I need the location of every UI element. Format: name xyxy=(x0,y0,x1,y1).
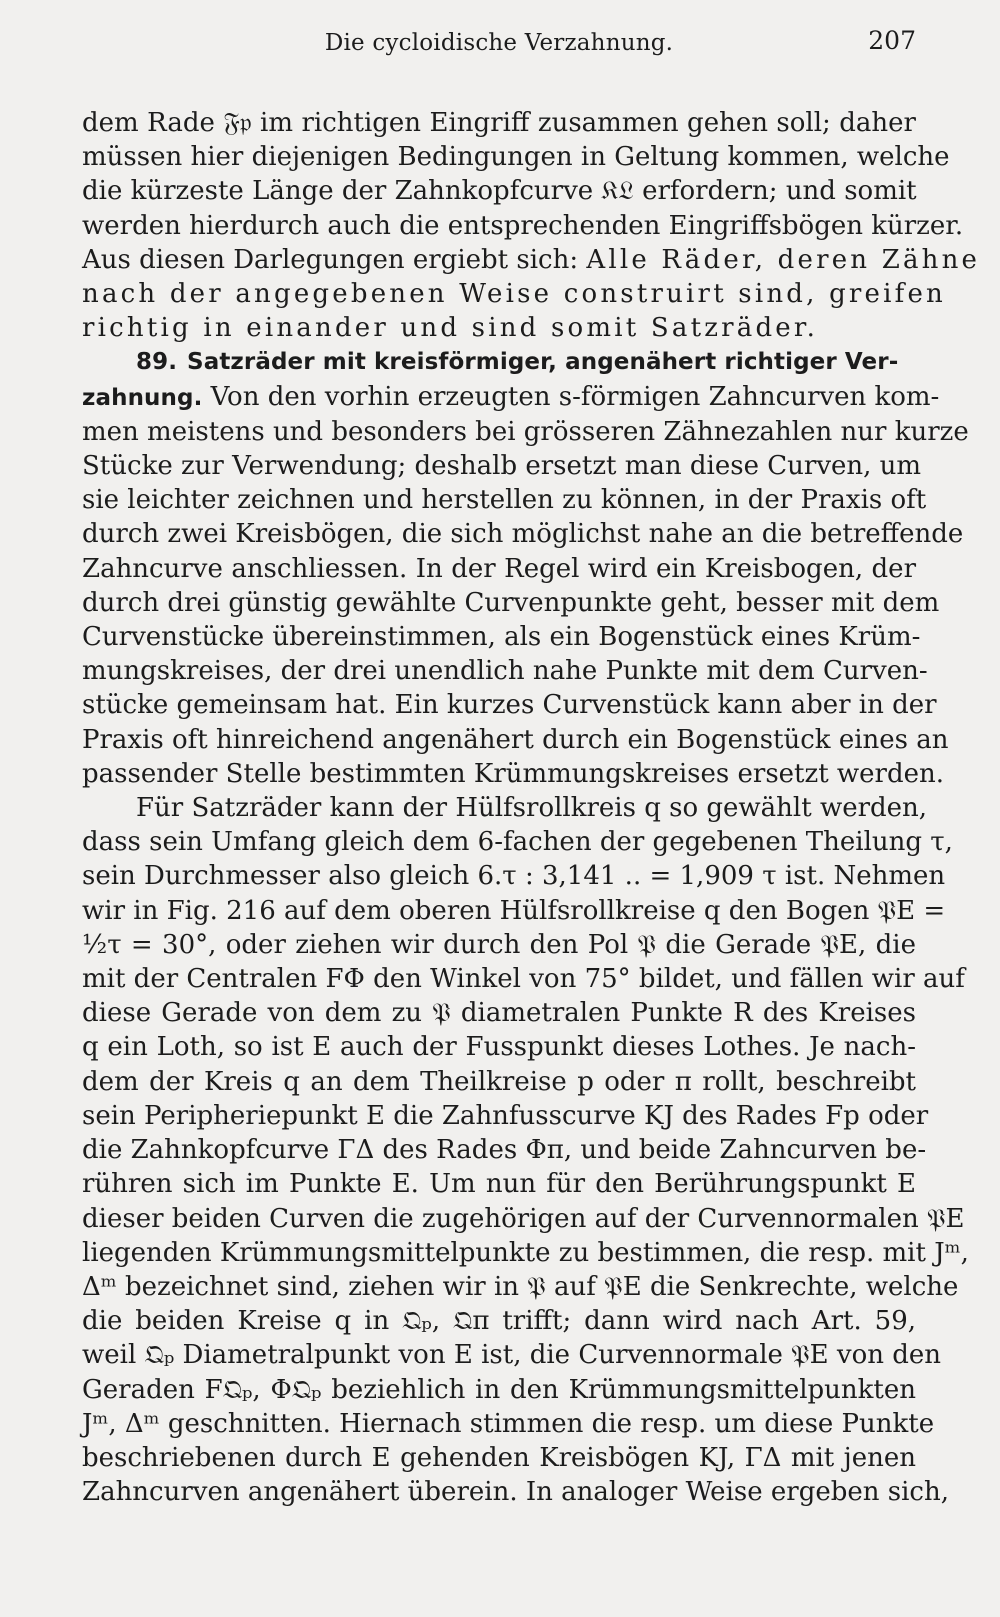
text-line: werden hierdurch auch die entsprechenden Eingriffsbögen kürzer. xyxy=(82,210,964,241)
text-line: sein Peripheriepunkt E die Zahnfusscurve KJ des Rades Fp oder xyxy=(82,1100,929,1131)
text-line: diese Gerade von dem zu 𝔓 diametralen Punkte R des Kreises xyxy=(82,998,916,1029)
text-line: liegenden Krümmungsmittelpunkte zu bestimmen, die resp. mit Jᵐ, xyxy=(82,1237,969,1268)
section-title-end: zahnung. xyxy=(82,384,203,411)
text-line: mit der Centralen FΦ den Winkel von 75° bildet, und fällen wir auf xyxy=(82,964,965,995)
text-line xyxy=(82,380,940,415)
text-line: die beiden Kreise q in 𝔔ₚ, 𝔔π trifft; dann wird nach Art. 59, xyxy=(82,1306,916,1337)
text-line: wir in Fig. 216 auf dem oberen Hülfsrollkreise q den Bogen 𝔓E = xyxy=(82,895,946,926)
text-line: durch zwei Kreisbögen, die sich möglichst nahe an die betreffende xyxy=(82,519,964,550)
text-line: Curvenstücke übereinstimmen, als ein Bogenstück eines Krüm- xyxy=(82,622,921,653)
text-line: sie leichter zeichnen und herstellen zu können, in der Praxis oft xyxy=(82,485,927,516)
text-line: die kürzeste Länge der Zahnkopfcurve 𝔎𝔏 erfordern; und somit xyxy=(82,176,917,207)
text-line: dass sein Umfang gleich dem 6-fachen der gegebenen Theilung τ, xyxy=(82,827,953,858)
section-title: Satzräder mit kreisförmiger, angenähert richtiger Ver- xyxy=(187,349,899,376)
text-line: passender Stelle bestimmten Krümmungskreises ersetzt werden. xyxy=(82,758,945,789)
text-line: weil 𝔔ₚ Diametralpunkt von E ist, die Curvennormale 𝔓E von den xyxy=(82,1340,942,1371)
text-line: durch drei günstig gewählte Curvenpunkte geht, besser mit dem xyxy=(82,587,940,618)
text-line: stücke gemeinsam hat. Ein kurzes Curvenstück kann aber in der xyxy=(82,690,937,721)
running-head xyxy=(82,26,916,66)
text-line: men meistens und besonders bei grösseren Zähnezahlen nur kurze xyxy=(82,416,969,447)
text-line: dem Rade 𝔉𝔭 im richtigen Eingriff zusammen gehen soll; daher xyxy=(82,108,916,138)
text-line: Zahncurven angenähert überein. In analoger Weise ergeben sich, xyxy=(82,1477,949,1508)
text-line: müssen hier diejenigen Bedingungen in Geltung kommen, welche xyxy=(82,142,950,173)
text-line xyxy=(82,243,981,277)
text-line: mungskreises, der drei unendlich nahe Punkte mit dem Curven- xyxy=(82,656,928,687)
body-text xyxy=(82,106,981,1509)
text-line: rühren sich im Punkte E. Um nun für den Berührungspunkt E xyxy=(82,1169,916,1200)
page-number: 207 xyxy=(868,26,916,55)
text-line: Für Satzräder kann der Hülfsrollkreis q so gewählt werden, xyxy=(136,793,928,824)
text-line: Praxis oft hinreichend angenähert durch ein Bogenstück eines an xyxy=(82,724,949,755)
text-segment: Aus diesen Darlegungen ergiebt sich: xyxy=(82,244,579,275)
text-segment: Von den vorhin erzeugten s-förmigen Zahncurven kom- xyxy=(210,381,940,412)
section-number: 89. xyxy=(136,349,178,376)
emphasis-line: richtig in einander und sind somit Satzräder. xyxy=(82,313,819,344)
text-line: Zahncurve anschliessen. In der Regel wird ein Kreisbogen, der xyxy=(82,553,916,584)
text-line: dieser beiden Curven die zugehörigen auf der Curvennormalen 𝔓E xyxy=(82,1203,965,1234)
text-line: die Zahnkopfcurve ΓΔ des Rades Φπ, und beide Zahncurven be- xyxy=(82,1135,927,1166)
text-line: sein Durchmesser also gleich 6.τ : 3,141 .. = 1,909 τ ist. Nehmen xyxy=(82,861,946,892)
text-line: Geraden F𝔔ₚ, Φ𝔔ₚ beziehlich in den Krümmungsmittelpunkten xyxy=(82,1374,916,1405)
emphasis-text: Alle Räder, deren Zähne xyxy=(586,244,981,275)
text-line: ½τ = 30°, oder ziehen wir durch den Pol 𝔓 die Gerade 𝔓E, die xyxy=(82,929,916,960)
text-line: Δᵐ bezeichnet sind, ziehen wir in 𝔓 auf 𝔓E die Senkrechte, welche xyxy=(82,1271,959,1302)
text-line: q ein Loth, so ist E auch der Fusspunkt dieses Lothes. Je nach- xyxy=(82,1032,916,1063)
text-line: Stücke zur Verwendung; deshalb ersetzt man diese Curven, um xyxy=(82,451,922,482)
text-line: dem der Kreis q an dem Theilkreise p oder π rollt, beschreibt xyxy=(82,1066,916,1097)
running-title: Die cycloidische Verzahnung. xyxy=(324,30,674,56)
emphasis-line: nach der angegebenen Weise construirt sind, greifen xyxy=(82,279,947,310)
text-line: beschriebenen durch E gehenden Kreisbögen KJ, ΓΔ mit jenen xyxy=(82,1442,916,1473)
section-heading xyxy=(82,345,916,379)
text-line: Jᵐ, Δᵐ geschnitten. Hiernach stimmen die resp. um diese Punkte xyxy=(82,1408,935,1439)
